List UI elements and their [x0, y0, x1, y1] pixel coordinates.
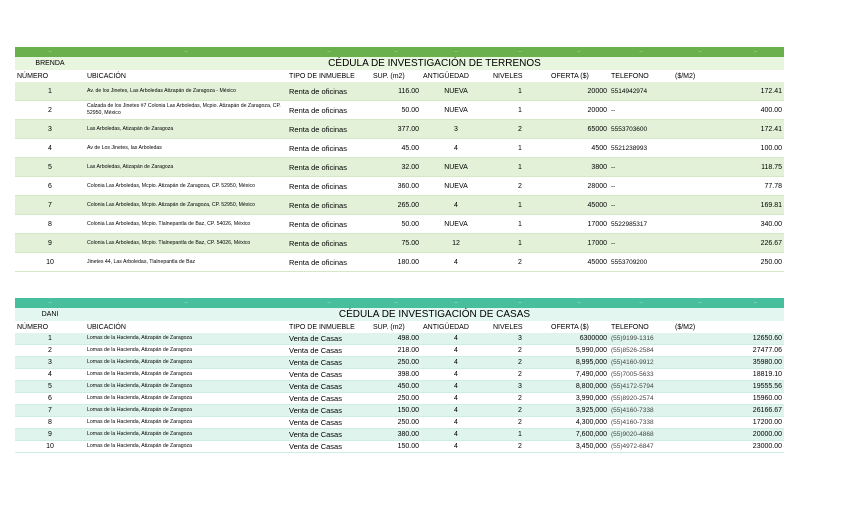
cell-niveles: 1 [491, 196, 549, 215]
cell-niveles: 2 [491, 393, 549, 405]
cell-ubicacion: Las Arboledas, Atizapán de Zaragoza [85, 158, 287, 177]
cell-telefono: 5553709200 [609, 253, 673, 272]
cell-antiguedad: NUEVA [421, 215, 491, 234]
table-row [15, 345, 784, 357]
empty-cell [727, 70, 784, 82]
col-header-oferta: OFERTA ($) [551, 323, 589, 331]
cell-numero: 1 [15, 82, 85, 101]
cell-telefono: -- [609, 177, 673, 196]
cell-tipo-inmueble: Venta de Casas [287, 429, 371, 441]
cell-superficie: 250.00 [371, 393, 421, 405]
cell-numero: 9 [15, 429, 85, 441]
cell-antiguedad: 4 [421, 196, 491, 215]
bar-cell: -- [421, 298, 491, 308]
cell-tipo-inmueble: Venta de Casas [287, 417, 371, 429]
cell-precio-m2: 340.00 [673, 215, 784, 234]
cell-precio-m2: 23000.00 [673, 441, 784, 453]
table-row [15, 357, 784, 369]
cell-tipo-inmueble: Renta de oficinas [287, 196, 371, 215]
cell-superficie: 380.00 [371, 429, 421, 441]
cell-superficie: 377.00 [371, 120, 421, 139]
cell-telefono: (55)4160-7338 [609, 417, 673, 429]
cell-superficie: 250.00 [371, 357, 421, 369]
cell-oferta: 7,490,000 [549, 369, 609, 381]
cell-antiguedad: NUEVA [421, 158, 491, 177]
cell-antiguedad: 4 [421, 393, 491, 405]
col-header-antiguedad: ANTIGÜEDAD [423, 72, 469, 80]
cell-oferta: 7,600,000 [549, 429, 609, 441]
table-row [15, 139, 784, 158]
cell-superficie: 32.00 [371, 158, 421, 177]
table-row [15, 393, 784, 405]
cell-precio-m2: 27477.06 [673, 345, 784, 357]
cell-tipo-inmueble: Venta de Casas [287, 381, 371, 393]
cell-superficie: 498.00 [371, 333, 421, 345]
col-header-niveles: NIVELES [493, 323, 523, 331]
col-header-ubicacion: UBICACIÓN [87, 323, 126, 331]
cell-precio-m2: 169.81 [673, 196, 784, 215]
col-header-tipo: TIPO DE INMUEBLE [289, 323, 355, 331]
bar-cell: -- [673, 47, 727, 57]
cell-tipo-inmueble: Renta de oficinas [287, 82, 371, 101]
cell-precio-m2: 20000.00 [673, 429, 784, 441]
cell-ubicacion: Lomas de la Hacienda, Atizapán de Zaragoza [85, 333, 287, 345]
cell-numero: 2 [15, 345, 85, 357]
cell-ubicacion: Lomas de la Hacienda, Atizapán de Zaragoza [85, 441, 287, 453]
cell-niveles: 2 [491, 369, 549, 381]
cell-numero: 6 [15, 393, 85, 405]
cell-niveles: 1 [491, 101, 549, 120]
cell-ubicacion: Colonia Las Arboledas, Mcpio. Atizapán de Zaragoza, CP. 52950, México [85, 177, 287, 196]
cell-oferta: 3,990,000 [549, 393, 609, 405]
table-row [15, 234, 784, 253]
table-row [15, 101, 784, 120]
cell-numero: 10 [15, 253, 85, 272]
cell-superficie: 250.00 [371, 417, 421, 429]
cell-precio-m2: 118.75 [673, 158, 784, 177]
cell-tipo-inmueble: Venta de Casas [287, 333, 371, 345]
cell-telefono: 5514942974 [609, 82, 673, 101]
cell-antiguedad: 4 [421, 357, 491, 369]
cell-superficie: 150.00 [371, 441, 421, 453]
cell-tipo-inmueble: Renta de oficinas [287, 120, 371, 139]
table-row [15, 215, 784, 234]
cell-numero: 3 [15, 357, 85, 369]
cell-superficie: 45.00 [371, 139, 421, 158]
cell-oferta: 3800 [549, 158, 609, 177]
cell-superficie: 50.00 [371, 215, 421, 234]
cell-numero: 2 [15, 101, 85, 120]
col-header-ubicacion: UBICACIÓN [87, 72, 126, 80]
bar-cell: -- [727, 47, 784, 57]
empty-cell [727, 321, 784, 333]
cell-niveles: 3 [491, 333, 549, 345]
cell-niveles: 2 [491, 120, 549, 139]
cell-ubicacion: Calzada de los Jinetes #7 Colonia Las Arboledas, Mcpio. Atizapán de Zaragoza, CP. 52950, México [85, 101, 287, 120]
cell-tipo-inmueble: Venta de Casas [287, 357, 371, 369]
column-headers [15, 70, 784, 82]
cell-telefono: 5521238993 [609, 139, 673, 158]
cell-precio-m2: 15960.00 [673, 393, 784, 405]
cell-oferta: 17000 [549, 234, 609, 253]
col-header-sup: SUP. (m2) [373, 72, 405, 80]
cell-oferta: 65000 [549, 120, 609, 139]
cell-antiguedad: 4 [421, 333, 491, 345]
table-row [15, 369, 784, 381]
cell-numero: 6 [15, 177, 85, 196]
bar-cell: -- [609, 298, 673, 308]
cell-numero: 7 [15, 196, 85, 215]
column-headers [15, 321, 784, 333]
cell-precio-m2: 400.00 [673, 101, 784, 120]
cell-numero: 4 [15, 139, 85, 158]
cell-oferta: 3,925,000 [549, 405, 609, 417]
col-header-numero: NÚMERO [17, 323, 49, 331]
cell-numero: 5 [15, 381, 85, 393]
cell-telefono: (55)4160-7338 [609, 405, 673, 417]
cell-antiguedad: 4 [421, 139, 491, 158]
col-header-numero: NÚMERO [17, 72, 49, 80]
table-row [15, 381, 784, 393]
bar-cell: -- [371, 47, 421, 57]
cell-niveles: 2 [491, 253, 549, 272]
cell-tipo-inmueble: Renta de oficinas [287, 253, 371, 272]
header-color-bar [15, 298, 784, 308]
cell-telefono: (55)7005-5633 [609, 369, 673, 381]
cell-ubicacion: Colonia Las Arboledas, Mcpio. Tlalnepantla de Baz, CP. 54026, México [85, 215, 287, 234]
bar-cell: -- [287, 47, 371, 57]
table-row [15, 429, 784, 441]
sheet-title: CÉDULA DE INVESTIGACIÓN DE TERRENOS [85, 57, 784, 70]
cell-niveles: 1 [491, 82, 549, 101]
bar-cell: -- [549, 47, 609, 57]
cell-niveles: 1 [491, 215, 549, 234]
cell-telefono: (55)4972-6847 [609, 441, 673, 453]
cell-niveles: 3 [491, 381, 549, 393]
bar-cell: -- [85, 298, 287, 308]
cell-numero: 4 [15, 369, 85, 381]
cell-oferta: 20000 [549, 101, 609, 120]
bar-cell: -- [549, 298, 609, 308]
cell-superficie: 265.00 [371, 196, 421, 215]
cell-ubicacion: Lomas de la Hacienda, Atizapán de Zaragoza [85, 405, 287, 417]
cell-antiguedad: 4 [421, 345, 491, 357]
cell-precio-m2: 12650.60 [673, 333, 784, 345]
col-header-antiguedad: ANTIGÜEDAD [423, 323, 469, 331]
cell-precio-m2: 172.41 [673, 82, 784, 101]
cell-telefono: -- [609, 101, 673, 120]
bar-cell: -- [85, 47, 287, 57]
cell-antiguedad: 4 [421, 405, 491, 417]
cell-tipo-inmueble: Renta de oficinas [287, 177, 371, 196]
cell-superficie: 150.00 [371, 405, 421, 417]
cell-superficie: 75.00 [371, 234, 421, 253]
table-row [15, 333, 784, 345]
cell-ubicacion: Colonia Las Arboledas, Mcpio. Atizapán de Zaragoza, CP. 52950, México [85, 196, 287, 215]
cell-oferta: 5,990,000 [549, 345, 609, 357]
cell-ubicacion: Lomas de la Hacienda, Atizapán de Zaragoza [85, 417, 287, 429]
col-header-precio-m2: ($/M2) [675, 323, 696, 331]
cell-oferta: 45000 [549, 196, 609, 215]
cell-tipo-inmueble: Venta de Casas [287, 441, 371, 453]
casas-sheet [15, 298, 784, 453]
cell-superficie: 398.00 [371, 369, 421, 381]
cell-oferta: 4500 [549, 139, 609, 158]
cell-niveles: 2 [491, 357, 549, 369]
cell-numero: 7 [15, 405, 85, 417]
table-row [15, 405, 784, 417]
cell-numero: 9 [15, 234, 85, 253]
bar-cell: -- [727, 298, 784, 308]
cell-precio-m2: 26166.67 [673, 405, 784, 417]
cell-precio-m2: 17200.00 [673, 417, 784, 429]
cell-oferta: 3,450,000 [549, 441, 609, 453]
cell-ubicacion: Av. de los Jinetes, Las Arboledas Atizapán de Zaragoza - México [85, 82, 287, 101]
cell-precio-m2: 226.67 [673, 234, 784, 253]
cell-numero: 8 [15, 215, 85, 234]
cell-numero: 8 [15, 417, 85, 429]
col-header-niveles: NIVELES [493, 72, 523, 80]
cell-antiguedad: 4 [421, 417, 491, 429]
cell-oferta: 45000 [549, 253, 609, 272]
cell-telefono: (55)8920-2574 [609, 393, 673, 405]
cell-ubicacion: Av de Los Jinetes, las Arboledas [85, 139, 287, 158]
cell-antiguedad: 4 [421, 429, 491, 441]
cell-telefono: (55)8526-2584 [609, 345, 673, 357]
cell-precio-m2: 100.00 [673, 139, 784, 158]
col-header-tipo: TIPO DE INMUEBLE [289, 72, 355, 80]
cell-telefono: -- [609, 158, 673, 177]
bar-cell: -- [15, 47, 85, 57]
table-row [15, 158, 784, 177]
table-row [15, 253, 784, 272]
bar-cell: -- [609, 47, 673, 57]
cell-niveles: 2 [491, 441, 549, 453]
cell-antiguedad: NUEVA [421, 177, 491, 196]
cell-telefono: (55)9020-4868 [609, 429, 673, 441]
cell-ubicacion: Lomas de la Hacienda, Atizapán de Zaragoza [85, 429, 287, 441]
cell-antiguedad: NUEVA [421, 101, 491, 120]
col-header-oferta: OFERTA ($) [551, 72, 589, 80]
bar-cell: -- [491, 47, 549, 57]
cell-tipo-inmueble: Renta de oficinas [287, 139, 371, 158]
cell-superficie: 180.00 [371, 253, 421, 272]
cell-telefono: 5522985317 [609, 215, 673, 234]
col-header-telefono: TELEFONO [611, 323, 649, 331]
cell-niveles: 2 [491, 417, 549, 429]
cell-numero: 1 [15, 333, 85, 345]
cell-ubicacion: Lomas de la Hacienda, Atizapán de Zaragoza [85, 357, 287, 369]
cell-precio-m2: 18819.10 [673, 369, 784, 381]
col-header-telefono: TELEFONO [611, 72, 649, 80]
cell-precio-m2: 250.00 [673, 253, 784, 272]
cell-niveles: 2 [491, 177, 549, 196]
cell-antiguedad: 4 [421, 441, 491, 453]
cell-niveles: 1 [491, 139, 549, 158]
cell-tipo-inmueble: Renta de oficinas [287, 234, 371, 253]
col-header-precio-m2: ($/M2) [675, 72, 696, 80]
sheet-title: CÉDULA DE INVESTIGACIÓN DE CASAS [85, 308, 784, 321]
cell-ubicacion: Colonia Las Arboledas, Mcpio. Tlalnepantla de Baz, CP. 54026, México [85, 234, 287, 253]
cell-antiguedad: 4 [421, 381, 491, 393]
cell-tipo-inmueble: Venta de Casas [287, 405, 371, 417]
cell-ubicacion: Lomas de la Hacienda, Atizapán de Zaragoza [85, 369, 287, 381]
cell-oferta: 4,300,000 [549, 417, 609, 429]
cell-oferta: 17000 [549, 215, 609, 234]
cell-ubicacion: Jinetes 44, Las Arboledas, Tlalnepantla de Baz [85, 253, 287, 272]
header-color-bar [15, 47, 784, 57]
bar-cell: -- [287, 298, 371, 308]
cell-tipo-inmueble: Venta de Casas [287, 393, 371, 405]
table-row [15, 82, 784, 101]
cell-niveles: 2 [491, 345, 549, 357]
cell-antiguedad: NUEVA [421, 82, 491, 101]
owner-name: DANI [15, 308, 85, 321]
cell-superficie: 450.00 [371, 381, 421, 393]
cell-antiguedad: 4 [421, 369, 491, 381]
cell-telefono: (55)9199-1316 [609, 333, 673, 345]
cell-telefono: (55)4160-9912 [609, 357, 673, 369]
table-row [15, 417, 784, 429]
cell-oferta: 8,995,000 [549, 357, 609, 369]
cell-tipo-inmueble: Venta de Casas [287, 345, 371, 357]
col-header-sup: SUP. (m2) [373, 323, 405, 331]
cell-niveles: 1 [491, 234, 549, 253]
cell-tipo-inmueble: Venta de Casas [287, 369, 371, 381]
terrenos-table [15, 47, 784, 272]
cell-antiguedad: 4 [421, 253, 491, 272]
cell-oferta: 8,800,000 [549, 381, 609, 393]
cell-niveles: 1 [491, 158, 549, 177]
table-row [15, 120, 784, 139]
cell-ubicacion: Las Arboledas, Atizapán de Zaragoza [85, 120, 287, 139]
terrenos-sheet [15, 47, 784, 272]
cell-oferta: 28000 [549, 177, 609, 196]
cell-ubicacion: Lomas de la Hacienda, Atizapán de Zaragoza [85, 381, 287, 393]
cell-numero: 10 [15, 441, 85, 453]
cell-tipo-inmueble: Renta de oficinas [287, 101, 371, 120]
cell-superficie: 360.00 [371, 177, 421, 196]
cell-antiguedad: 3 [421, 120, 491, 139]
bar-cell: -- [15, 298, 85, 308]
bar-cell: -- [371, 298, 421, 308]
bar-cell: -- [421, 47, 491, 57]
cell-superficie: 116.00 [371, 82, 421, 101]
cell-tipo-inmueble: Renta de oficinas [287, 158, 371, 177]
cell-oferta: 20000 [549, 82, 609, 101]
cell-telefono: (55)4172-5794 [609, 381, 673, 393]
cell-precio-m2: 172.41 [673, 120, 784, 139]
cell-ubicacion: Lomas de la Hacienda, Atizapán de Zaragoza [85, 345, 287, 357]
cell-precio-m2: 35980.00 [673, 357, 784, 369]
cell-niveles: 1 [491, 429, 549, 441]
bar-cell: -- [491, 298, 549, 308]
cell-telefono: 5553703600 [609, 120, 673, 139]
casas-table [15, 298, 784, 453]
cell-numero: 5 [15, 158, 85, 177]
cell-superficie: 218.00 [371, 345, 421, 357]
cell-numero: 3 [15, 120, 85, 139]
cell-precio-m2: 77.78 [673, 177, 784, 196]
cell-precio-m2: 19555.56 [673, 381, 784, 393]
table-row [15, 441, 784, 453]
cell-antiguedad: 12 [421, 234, 491, 253]
owner-name: BRENDA [15, 57, 85, 70]
cell-ubicacion: Lomas de la Hacienda, Atizapán de Zaragoza [85, 393, 287, 405]
cell-niveles: 2 [491, 405, 549, 417]
cell-oferta: 6300000 [549, 333, 609, 345]
cell-superficie: 50.00 [371, 101, 421, 120]
table-row [15, 196, 784, 215]
cell-telefono: -- [609, 196, 673, 215]
cell-tipo-inmueble: Renta de oficinas [287, 215, 371, 234]
cell-telefono: -- [609, 234, 673, 253]
table-row [15, 177, 784, 196]
bar-cell: -- [673, 298, 727, 308]
